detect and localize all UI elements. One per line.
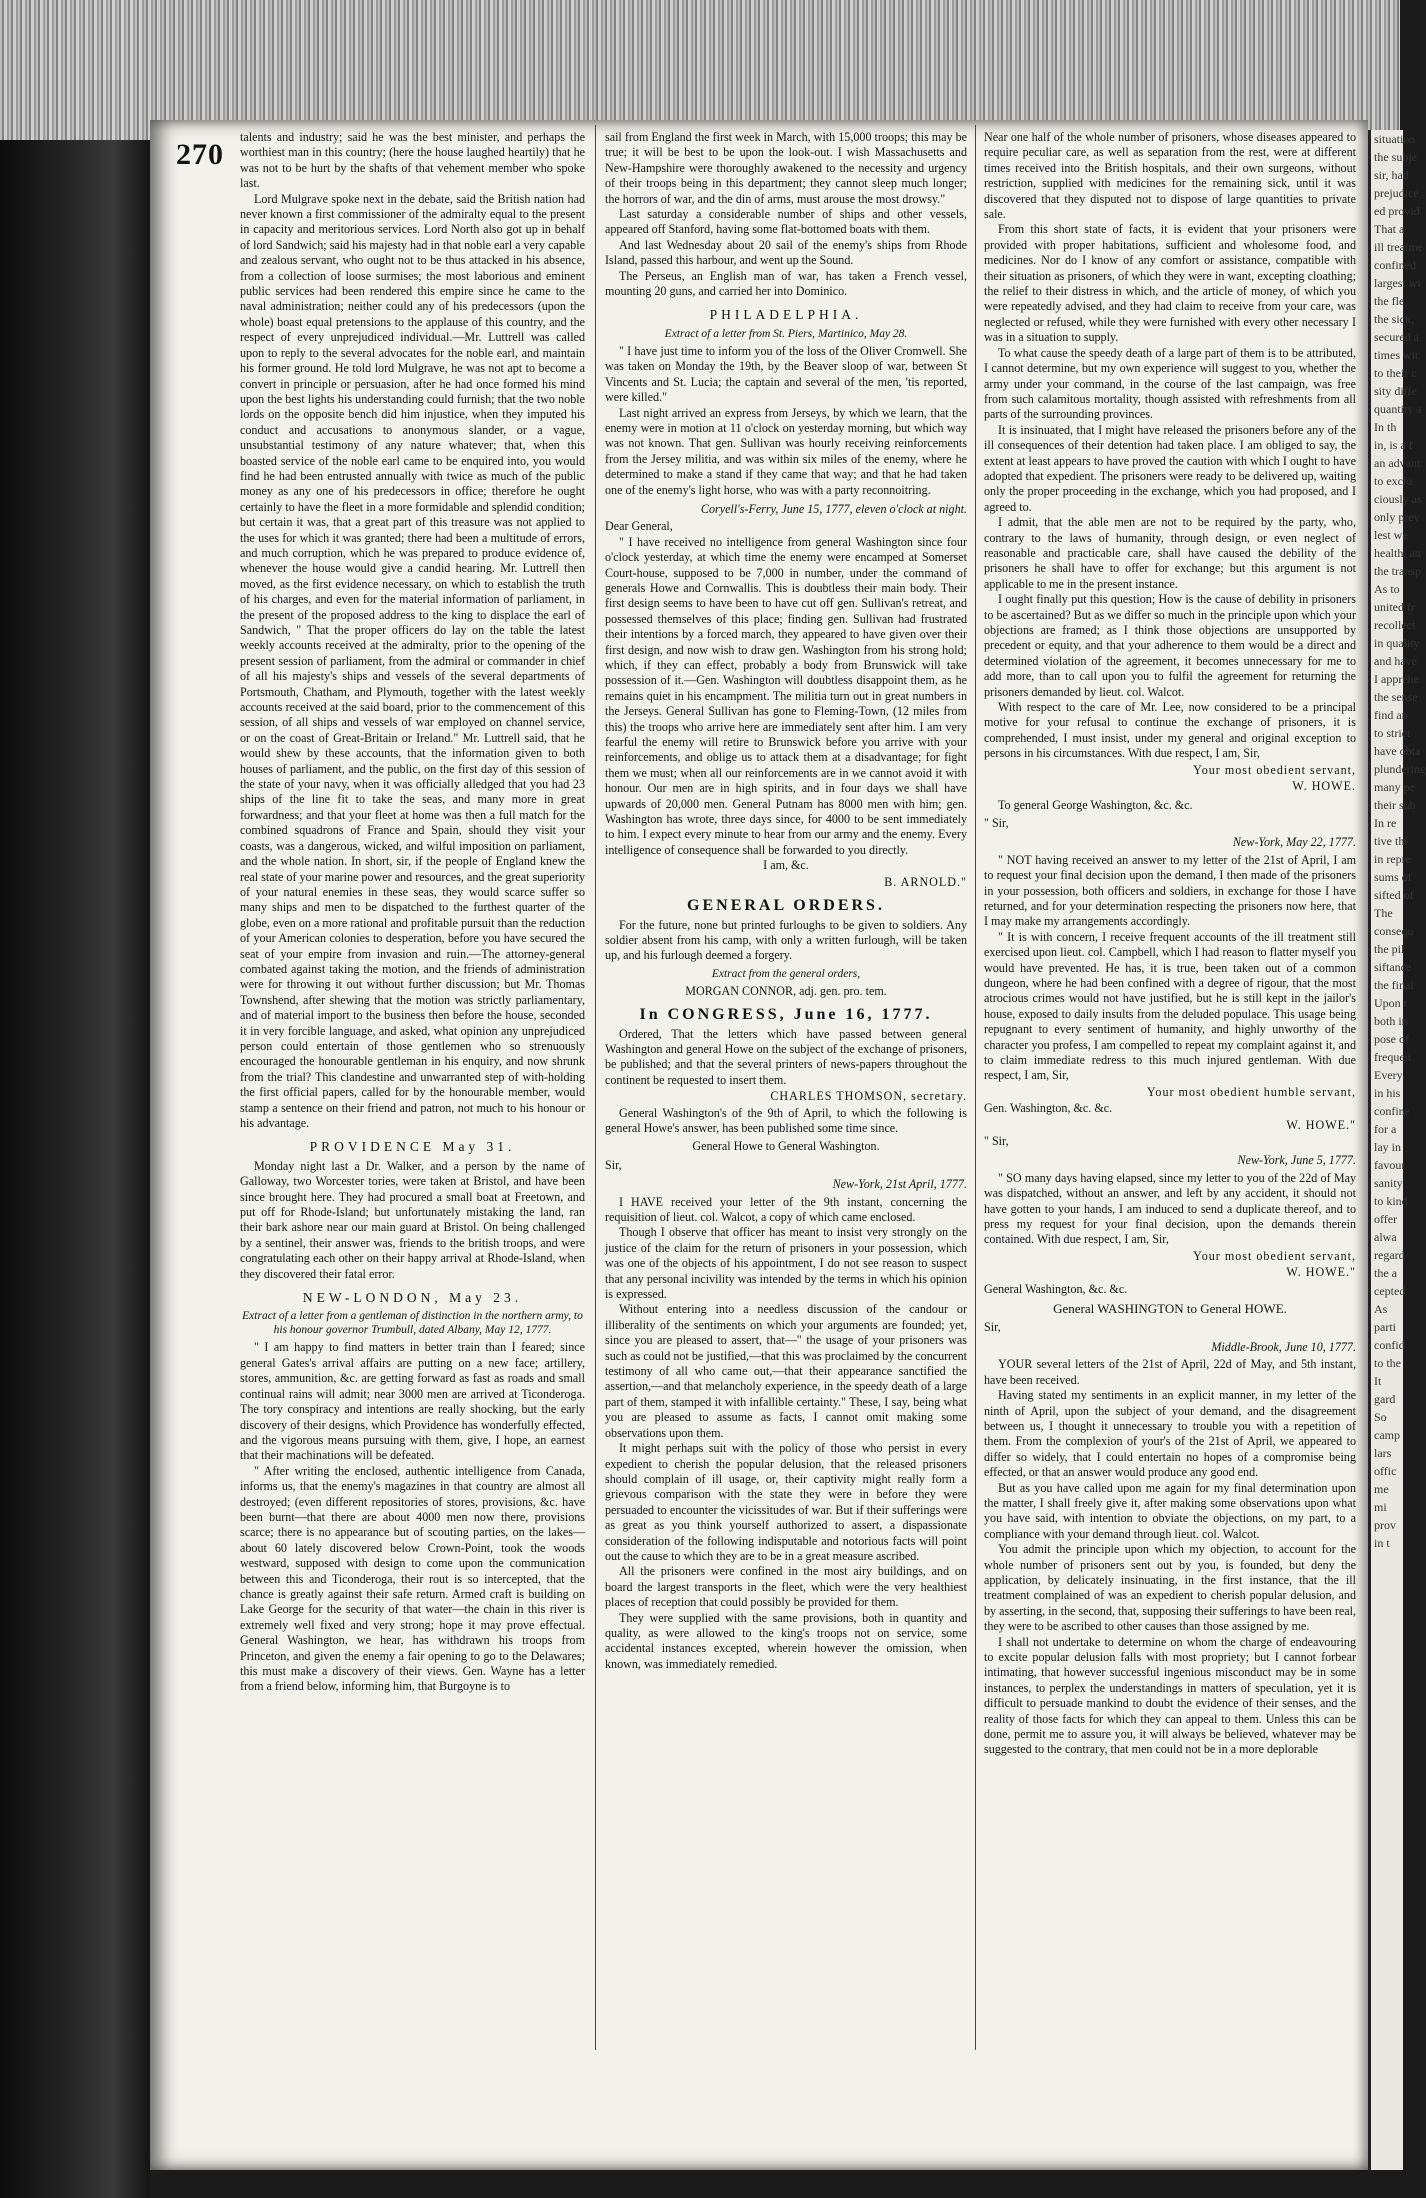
facing-page-text-fragment: lars [1374,1446,1392,1460]
facing-page-text-fragment: have obta [1374,744,1421,758]
facing-page-text-fragment: many pe [1374,780,1415,794]
facing-page-text-fragment: times wit [1374,348,1419,362]
paragraph: For the future, none but printed furloughs to be given to soldiers. Any soldier absent from his camp, with only a written furlough, will be taken up, and his furlough deemed a forgery. [605,917,967,963]
facing-page-text-fragment: plundering [1374,762,1426,776]
paragraph: " SO many days having elapsed, since my letter to you of the 22d of May was dispatched, without an answer, and left by any accident, it should not have gotten to your hands, I am induced to send a duplicate thereof, and to press my request for your final decision, upon the demands therein contained. With due respect, I am, Sir, [984,1170,1356,1247]
paragraph: To what cause the speedy death of a large part of them is to be attributed, I cannot determine, but my own experience will suggest to you, whether the army under your command, in the course of the last campaign, was free from such calamitous mortality, though assisted with refreshments from all parts of the surrounding provinces. [984,345,1356,422]
dateline: New-York, June 5, 1777. [1237,1153,1356,1168]
facing-page-text-fragment: the final [1374,978,1414,992]
paragraph: YOUR several letters of the 21st of April, 22d of May, and 5th instant, have been received. [984,1357,1356,1387]
facing-page-text-fragment: confined [1374,258,1416,272]
salutation: " Sir, [984,815,1009,830]
paragraph: I shall not undertake to determine on whom the charge of endeavouring to excite popular delusion falls with most propriety; but I cannot forbear intimating, that however successful ingenious misconduct may be in some instances, to perplex the understandings in matters of speculation, yet it is difficult to persuade mankind to doubt the evidence of their senses, and the reality of those facts for which they can appeal to them. Unless this can be done, permit me to assure you, it will always be believed, whatever may be suggested to the contrary, that men could not be in a more deplorable [984,1634,1356,1757]
paragraph: Ordered, That the letters which have passed between general Washington and general Howe on the subject of the exchange of prisoners, be published; and that the several printers of news-papers throughout the continent be requested to insert them. [605,1026,967,1087]
extract-line: Extract from the general orders, [711,967,861,980]
letter-title: General Howe to General Washington. [692,1139,880,1154]
facing-page-text-fragment: quantity a [1374,402,1422,416]
facing-page-text-fragment: an advant [1374,456,1421,470]
facing-page-text-fragment: the transp [1374,564,1421,578]
facing-page-text-fragment: both in [1374,1014,1408,1028]
closing: Your most obedient servant, [1193,1248,1356,1263]
signature: W. HOWE." [1286,1265,1356,1280]
facing-page-text-fragment: In re [1374,816,1397,830]
paragraph: It is insinuated, that I might have released the prisoners before any of the ill consequences of their detention had taken place. I am obliged to say, the extent at least appears to have proved the caution with which I ought to have adopted that expedient. The prisoners were ready to be delivered up, waiting only the proper proceeding in the exchange, which you had proposed, and I agreed to. [984,422,1356,514]
paragraph: I ought finally put this question; How is the cause of debility in prisoners to be ascertained? But as we differ so much in the principle upon which your objections are framed; as I think those objections are unsupported by precedent or equity, and that your adherence to them would be a direct and determined violation of the agreement, it becomes unnecessary for me to add more, than to call upon you to fulfil the agreement for returning the prisoners demanded by lieut. col. Walcot. [984,592,1356,699]
paragraph: Having stated my sentiments in an explicit manner, in my letter of the ninth of April, upon the subject of your demand, and the disagreement between us, I thought it unnecessary to trouble you with a repetition of them. From the complexion of your's of the 21st of April, we appeared to differ so widely, that I could entertain no hopes of a compromise being effected, or that an answer would produce any good end. [984,1388,1356,1480]
facing-page-text-fragment: As to [1374,582,1400,596]
signature: W. HOWE." [1286,1117,1356,1132]
paragraph: sail from England the first week in March, with 15,000 troops; this may be true; it will be best to be upon the look-out. I wish Massachusetts and New-Hampshire were thoroughly awakened to the necessity and urgency of their troops being in this department; they cannot sleep much longer; the horrors of war, and the din of arms, must arouse the most drowsy." [605,130,967,206]
facing-page-text-fragment: offer [1374,1212,1398,1226]
facing-page-text-fragment: confine [1374,1104,1410,1118]
facing-page-text-fragment: sir, had [1374,168,1409,182]
facing-page-text-fragment: sanity [1374,1176,1403,1190]
column-rule [975,125,976,2050]
facing-page-fragment [1368,130,1426,2170]
facing-page-text-fragment: parti [1374,1320,1396,1334]
letter-title: General WASHINGTON to General HOWE. [1053,1301,1287,1317]
facing-page-text-fragment: the fle [1374,294,1405,308]
facing-page-text-fragment: So [1374,1410,1387,1424]
facing-page-text-fragment: in quality [1374,636,1420,650]
facing-page-text-fragment: in t [1374,1536,1390,1550]
paragraph: With respect to the care of Mr. Lee, now considered to be a principal motive for your refusal to continue the exchange of prisoners, it is comprehended, I must insist, under my general and original exception to persons in his circumstances. With due respect, I am, Sir, [984,700,1356,761]
section-heading-philadelphia: PHILADELPHIA. [709,307,863,323]
facing-page-text-fragment: lest we [1374,528,1408,542]
facing-page-text-fragment: united fr [1374,600,1415,614]
signature: W. HOWE. [1292,779,1356,794]
facing-page-text-fragment: I apprehe [1374,672,1419,686]
facing-page-text-fragment: recollect [1374,618,1416,632]
facing-page-text-fragment: lay in [1374,1140,1401,1154]
facing-page-text-fragment: health, an [1374,546,1421,560]
dateline: New-York, May 22, 1777. [1232,835,1356,850]
extract-line: Extract of a letter from St. Piers, Martinico, May 28. [664,327,908,340]
paragraph: " After writing the enclosed, authentic intelligence from Canada, informs us, that the enemy's magazines in that country are almost all destroyed; (even different repositories of stores, provisions, &c. have been burnt—that there are about 4000 men now there, provisions scarce; there is no appearance but of scouting parties, on the lakes—about 60 lately discovered below Crown-Point, took the woods westward, supposed with design to come upon the communication between this and Ticonderoga, their rout is so intercepted, that the chance is greatly against their safe return. Armed craft is building on Lake George for the security of that water—the chain in this river is extremely well fixed and very strong; hope it may prove effectual. General Washington, we hear, has withdrawn his troops from Princeton, and given the enemy a fair opening to go to the Delawares; this must make a discovery of their views. Gen. Wayne has a letter from a friend below, informing him, that Burgoyne is to [240,1463,585,1694]
address: General Washington, &c. &c. [984,1281,1128,1296]
paragraph: But as you have called upon me again for my final determination upon the matter, I shall freely give it, after making some observations upon what you have said, with intention to obviate the objections, on my part, to a compliance with your demand through lieut. col. Walcot. [984,1480,1356,1541]
facing-page-text-fragment: prejudice [1374,186,1419,200]
address: Gen. Washington, &c. &c. [984,1101,1113,1116]
paragraph: Monday night last a Dr. Walker, and a person by the name of Galloway, two Worcester tories, were taken at Bristol, and have been since brought here. They had procured a small boat at Freetown, and put off for Rhode-Island; but unfortunately mistaking the land, ran their bark ashore near our main guard at Bristol. On being challenged by a sentinel, their answer was, friends to the british troops, and were congratulating each other on their happy arrival at Rhode-Island, when they discovered their fatal error. [240,1158,585,1281]
paragraph: From this short state of facts, it is evident that your prisoners were provided with proper habitations, sufficient and wholesome food, and medicines. Nor do I know of any comfort or assistance, compatible with their situation as prisoners, of which they were in want, excepting cloathing; the relief to their distress in which, and the article of money, of which you were repeatedly advised, and they had claim to receive from your care, was neglected or refused, while they were furnished with every other necessary I was in a situation to supply. [984,222,1356,345]
paragraph: General Washington's of the 9th of April, to which the following is general Howe's answer, has been published some time since. [605,1105,967,1135]
facing-page-text-fragment: consequ [1374,924,1414,938]
closing: I am, &c. [763,858,809,873]
facing-page-text-fragment: and have [1374,654,1417,668]
extract-line: Extract of a letter from a gentleman of distinction in the northern army, to his honour governor Trumbull, dated Albany, May 12, 1777. [242,1310,583,1337]
scan-top-edge [0,0,1400,140]
paragraph: They were supplied with the same provisions, both in quantity and quality, as were allowed to the king's troops not on service, some accidental instances excepted, wherein however the omission, when known, was immediately remedied. [605,1610,967,1671]
dateline: New-York, 21st April, 1777. [832,1177,967,1192]
page-number: 270 [176,138,224,171]
facing-page-text-fragment: tive thi [1374,834,1408,848]
facing-page-text-fragment: confid [1374,1338,1405,1352]
facing-page-text-fragment: That a [1374,222,1405,236]
paragraph: Last saturday a considerable number of ships and other vessels, appeared off Stanford, having some flat-bottomed boats with them. [605,207,967,237]
facing-page-text-fragment: favour [1374,1158,1406,1172]
facing-page-text-fragment: sity diffe [1374,384,1417,398]
paragraph: I admit, that the able men are not to be required by the party, who, contrary to the laws of humanity, through design, or even neglect of reasonable and practicable care, shall have caused the debility of the prisoners he shall have to offer for exchange; but this argument is not applicable to me in the present instance. [984,515,1356,591]
paragraph: And last Wednesday about 20 sail of the enemy's ships from Rhode Island, passed this harbour, and went up the Sound. [605,237,967,268]
dateline: Coryell's-Ferry, June 15, 1777, eleven o'clock at night. [700,501,967,516]
facing-page-text-fragment: to strict [1374,726,1411,740]
facing-page-text-fragment: their sub [1374,798,1416,812]
paragraph: Without entering into a needless discussion of the candour or illiberality of the sentiments on which your arguments are founded; yet, since you are pleased to assert, that—" the usage of your prisoners was such as could not be justified,—that this was proclaimed by the concurrent testimony of all who came out,—that their appearance sanctified the assertion,—and that melancholy experience, in the speedy death of a large part of them, stamped it with infallible certainty." These, I say, being what you are pleased to assume as facts, I cannot omit making some observations upon them. [605,1302,967,1440]
paragraph: You admit the principle upon which my objection, to account for the whole number of prisoners sent out by you, is founded, but deny the application, by delicately insinuating, in the first instance, that the ill treatment complained of was an expedient to cherish popular delusion, and by asserting, in the second, that, supposing their sufferings to have been real, they were to be ascribed to other causes than those assigned by me. [984,1542,1356,1634]
facing-page-text-fragment: siftance [1374,960,1412,974]
column-3 [984,130,1356,1758]
facing-page-text-fragment: the subje [1374,150,1417,164]
paragraph: I HAVE received your letter of the 9th instant, concerning the requisition of lieut. col. Walcot, a copy of which came enclosed. [605,1194,967,1224]
facing-page-text-fragment: Every [1374,1068,1403,1082]
facing-page-text-fragment: camp [1374,1428,1400,1442]
column-rule [595,125,596,2050]
column-1 [240,130,585,1695]
paragraph: The Perseus, an English man of war, has taken a French vessel, mounting 20 guns, and carried her into Dominico. [605,268,967,299]
paragraph: Lord Mulgrave spoke next in the debate, said the British nation had never known a first commissioner of the admiralty equal to the present in capacity and meritorious services. Lord North also got up in behalf of lord Sandwich; said his majesty had in that noble earl a very capable and zealous servant, who ought not to be thus attacked in his absence, from a collection of loose surmises; the most laborious and eminent public services had been rendered this empire since he came to the naval administration; neither could any of his predecessors (upon the whole) boast equal pretensions to the applause of this country, and the respect of every unprejudiced individual.—Mr. Luttrell was called upon to reply to the several advocates for the noble earl, and maintain his former ground. He told lord Mulgrave, he was not apt to become a convert in principle or persuasion, after he had once formed his mind upon the best lights his understanding could furnish; that the two noble lords on the opposite bench did him injustice, when they imputed his conduct and accusations to anonymous slander, or a vague, unsubstantial testimony of any nature whatever; that, when this boasted service of the noble earl came to be enquired into, you would find he had been entrusted annually with twice as much of the public money as any one of his predecessors in office; therefore he ought certainly to have the fleet in a more formidable and splendid condition; but certain it was, that a great part of this treasure was not applied to the uses for which it was granted; there had been a multitude of errors, and much corruption, which he was prepared to produce evidence of, whenever the house would give a candid hearing. Mr. Luttrell then moved, as the first evidence necessary, on which to establish the truth of his charges, and even for the material information of parliament, in the present of the proposed address to the king to displace the earl of Sandwich, " That the proper officers do lay on the table the latest weekly accounts received at the admiralty, prior to the opening of the present session of parliament, from the admiral or commander in chief of all his majesty's ships and vessels of the several departments of Portsmouth, Chatham, and Plymouth, together with the latest weekly accounts received at the said board, prior to the commencement of this session, of all ships and vessels of war employed on channel service, or on the coast of Great-Britain or Ireland." Mr. Luttrell said, that he would shew by these accounts, that the information given to both houses of parliament, and the public, on the first day of this session of the state of your navy, when it was officially alledged that you had 23 ships of the line fit to take the seas, and many more in great forwardness; and that your fleet at home was then a full match for the combined squadrons of France and Spain, should they visit your coasts, was a dangerous, wicked, and wilful imposition on parliament, and the whole nation. In short, sir, if the people of England knew the real state of your marine power and resources, and the great superiority of your natural enemies in these seas, they would scarce suffer so many ships and men to be dispatched to the furthest quarter of the globe, even on a more rational and profitable pursuit than the reduction of your American colonies to desperation, before you have secured the seat of your empire from invasion and ruin.—The attorney-general combated against taking the motion, and the friends of administration were for throwing it out without further discussion; but Mr. Thomas Townshend, after shewing that the motion was strictly parliamentary, and of material import to the business then before the house, seconded it in very forcible language, and asked, what opinion any unprejudiced person could entertain of those gentlemen who so strenuously encouraged the honourable gentleman in his enquiry, and now shrunk from the trial? This clandestine and unwarranted step of with-holding the first official papers, called for by the honourable member, would stamp a sentence on their friend and patron, not much to his honour or his advantage. [240,191,585,1130]
facing-page-text-fragment: only prev [1374,510,1420,524]
facing-page-text-fragment: sums of [1374,870,1412,884]
section-heading-congress: In CONGRESS, June 16, 1777. [639,1006,933,1024]
facing-page-text-fragment: cepted [1374,1284,1406,1298]
facing-page-text-fragment: secured a [1374,330,1419,344]
section-heading-general-orders: GENERAL ORDERS. [687,897,885,915]
paragraph: All the prisoners were confined in the most airy buildings, and on board the largest transports in the fleet, which were the very healthiest places of reception that could possibly be provided for them. [605,1564,967,1610]
facing-page-text-fragment: ed provid [1374,204,1420,218]
book-spine [0,0,150,2198]
facing-page-text-fragment: in, is a f [1374,438,1413,452]
facing-page-text-fragment: regard [1374,1248,1405,1262]
facing-page-text-fragment: the sick, [1374,312,1414,326]
dateline: Middle-Brook, June 10, 1777. [1211,1339,1356,1354]
facing-page-text-fragment: mi [1374,1500,1387,1514]
facing-page-text-fragment: alwa [1374,1230,1397,1244]
facing-page-text-fragment: in repre [1374,852,1411,866]
section-heading-new-london: NEW-LONDON, May 23. [302,1290,523,1306]
facing-page-text-fragment: ciously as [1374,492,1422,506]
facing-page-text-fragment: pose of [1374,1032,1409,1046]
paragraph: " I have received no intelligence from general Washington since four o'clock yesterday, at which time the enemy were encamped at Somerset Court-house, supposed to be 7,000 in number, under the command of generals Howe and Cornwallis. This is doubtless their main body. Their first design seems to have been to have cut off gen. Sullivan's retreat, and possessed themselves of this place; finding gen. Sullivan had frustrated their intentions by a forced march, they appeared to have given over their first design, and now wish to draw gen. Washington from his strong hold; which, if they can effect, probably a body from Brunswick will take possession of it.—Gen. Washington will doubtless disappoint them, as he remains quiet in his encampment. The militia turn out in great numbers in the Jerseys. General Sullivan has gone to Fleming-Town, (12 miles from this) the troops who arrive here are immediately sent after him. I am very fearful the enemy will retire to Brunswick before you arrive with your reinforcements, and oblige us to attack them at a disadvantage; for fight them we must; when all our reinforcements are in we cannot avoid it with honour. Our men are in high spirits, and in four days we shall have upwards of 20,000 men. General Putnam has 8000 men with him; gen. Washington has wrote, three days since, for 4000 to be sent immediately to him. I expect every minute to hear from our army and the enemy. Every intelligence of consequence shall be forwarded to you directly. [605,534,967,857]
column-2 [605,130,967,1672]
salutation: Sir, [605,1157,622,1172]
facing-page-text-fragment: It [1374,1374,1382,1388]
facing-page-text-fragment: the a [1374,1266,1397,1280]
facing-page-text-fragment: ill treatme [1374,240,1423,254]
facing-page-text-fragment: to their c [1374,366,1417,380]
signature: MORGAN CONNOR, adj. gen. pro. tem. [685,983,887,998]
facing-page-text-fragment: to kind [1374,1194,1408,1208]
section-heading-providence: PROVIDENCE May 31. [309,1139,516,1155]
facing-page-text-fragment: gard [1374,1392,1396,1406]
signature: CHARLES THOMSON, secretary. [770,1089,967,1104]
letter-title: To general George Washington, &c. &c. [998,798,1193,813]
facing-page-text-fragment: for a [1374,1122,1397,1136]
paragraph: It might perhaps suit with the policy of those who persist in every expedient to cherish the popular delusion, that the released prisoners should complain of ill usage, or, their captivity might really form a grievous comparison with the state they were in before they were persuaded to encounter the vicissitudes of war. But if their sufferings were as great as you think yourself authorized to assert, a dispassionate consideration of the following indisputable and notorious facts will point out the cause to which they are to be in a great measure ascribed. [605,1441,967,1563]
salutation: " Sir, [984,1134,1009,1148]
facing-page-text-fragment: Upon t [1374,996,1407,1010]
paragraph: " NOT having received an answer to my letter of the 21st of April, I am to request your final decision upon the demand, I then made of the prisoners in your possession, both officers and soldiers, in exchange for those I have returned, and for your determination respecting the prisoners now here, that I may make my arrangements accordingly. [984,852,1356,929]
facing-page-text-fragment: sifted of [1374,888,1414,902]
salutation: Dear General, [605,519,673,534]
facing-page-text-fragment: In th [1374,420,1397,434]
paragraph: " It is with concern, I receive frequent accounts of the ill treatment still exercised upon lieut. col. Campbell, which I had reason to flatter myself you would have prevented. He has, it is true, been taken out of a common dungeon, where he had been confined with a degree of rigour, that the most atrocious crimes would not have justified, but he is still kept in the jailor's house, exposed to daily insults from the deluded populace. This usage being repugnant to every sentiment of humanity, and highly unworthy of the character you profess, I am compelled to repeat my complaint against it, and to claim immediate redress to this much injured gentleman. With due respect, I am, Sir, [984,929,1356,1083]
facing-page-text-fragment: frequen [1374,1050,1411,1064]
paragraph: Near one half of the whole number of prisoners, whose diseases appeared to require peculiar care, as well as separation from the rest, were at different times received into the British hospitals, and their own surgeons, without restriction, supplied with medicines for the remaining sick, until it was discovered that they disputed not to dispose of large quantities to private sale. [984,130,1356,222]
paragraph: talents and industry; said he was the best minister, and perhaps the worthiest man in this country; (here the house laughed heartily) that he was not to be hurt by the shafts of that vehement member who spoke last. [240,130,585,191]
facing-page-text-fragment: to exclu [1374,474,1413,488]
facing-page-text-fragment: the sense [1374,690,1418,704]
facing-page-text-fragment: offic [1374,1464,1397,1478]
signature: B. ARNOLD." [884,874,967,889]
facing-page-text-fragment: The [1374,906,1393,920]
paragraph: Last night arrived an express from Jerseys, by which we learn, that the enemy were in motion at 11 o'clock on yesterday morning, but which way was not known. That gen. Sullivan was hourly receiving reinforcements from the Jersey militia, and was within six miles of the enemy, where he determined to make a stand if they came that way; and that he had taken one of the enemy's light horse, who was with a party reconnoitring. [605,405,967,497]
facing-page-text-fragment: find an [1374,708,1408,722]
paragraph: " I am happy to find matters in better train than I feared; since general Gates's arrival affairs are putting on a new face; artillery, stores, ammunition, &c. are getting forward as fast as roads and small continual rains will admit; near 3000 men are arrived at Ticonderoga. The tory conspiracy and intentions are really shocking, but the early discovery of their designs, which Providence has wonderfully effected, and the vigorous means pursuing with them, give, I hope, an earnest that their machinations will be defeated. [240,1340,585,1463]
facing-page-text-fragment: me [1374,1482,1389,1496]
facing-page-text-fragment: situation [1374,132,1416,146]
closing: Your most obedient servant, [1193,762,1356,777]
facing-page-text-fragment: the pil [1374,942,1405,956]
facing-page-text-fragment: in his [1374,1086,1401,1100]
facing-page-text-fragment: largest wi [1374,276,1421,290]
salutation: Sir, [984,1320,1001,1335]
facing-page-text-fragment: to the [1374,1356,1401,1370]
facing-page-text-fragment: prov [1374,1518,1396,1532]
closing: Your most obedient humble servant, [1146,1084,1356,1099]
facing-page-text-fragment: As [1374,1302,1388,1316]
paragraph: " I have just time to inform you of the loss of the Oliver Cromwell. She was taken on Monday the 19th, by the Beaver sloop of war, between St Vincents and St. Lucia; the captain and several of the men, 'tis reported, were killed." [605,343,967,405]
paragraph: Though I observe that officer has meant to insist very strongly on the justice of the claim for the return of prisoners in your possession, which was one of the objects of his appointment, I do not see reason to suspect that any personal incivility was intended by the terms in which his opinion is expressed. [605,1225,967,1302]
